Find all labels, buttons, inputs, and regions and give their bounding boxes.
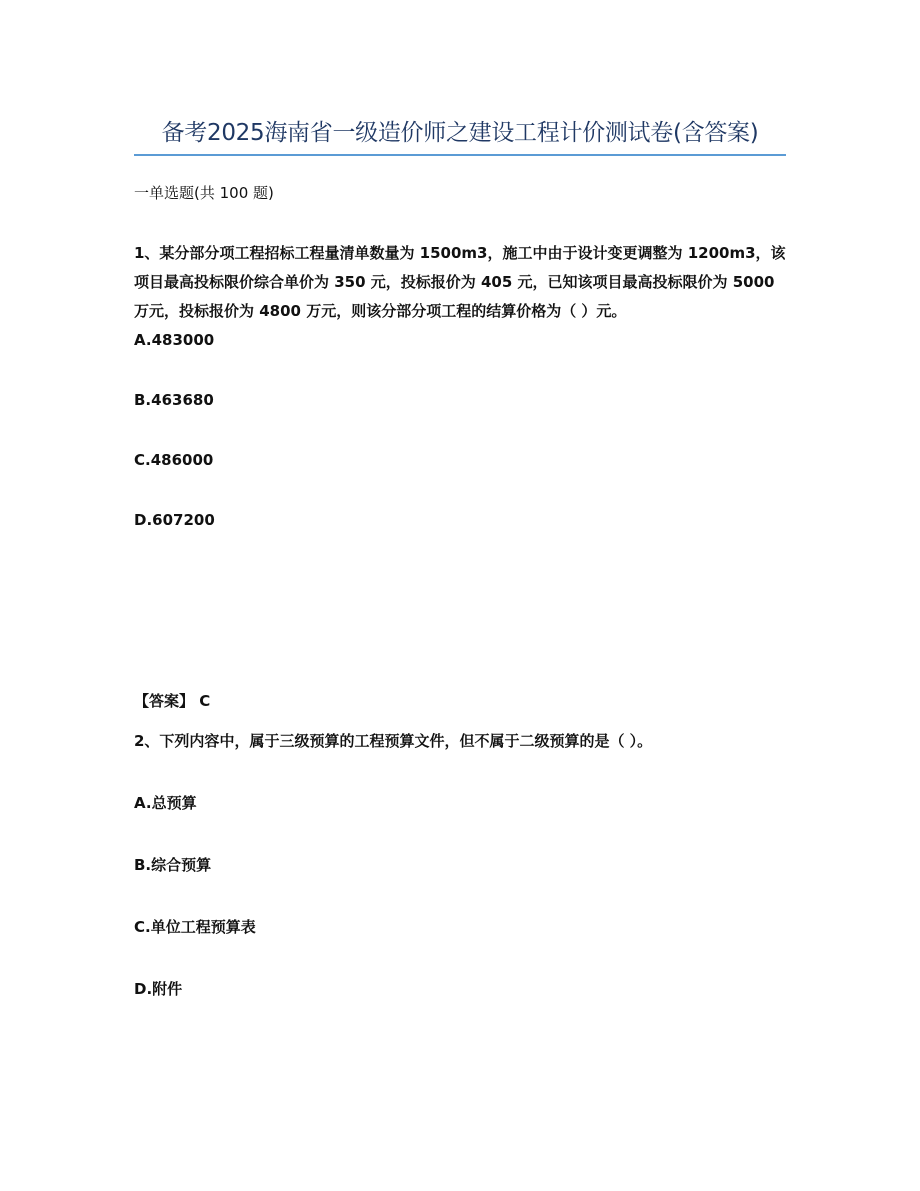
question-2-option-b: B.综合预算 [134, 856, 212, 874]
question-2-text: 2、下列内容中，属于三级预算的工程预算文件，但不属于二级预算的是（ ）。 [134, 732, 653, 750]
question-2-option-a: A.总预算 [134, 794, 197, 812]
question-1-option-d: D.607200 [134, 511, 215, 529]
question-2-option-c: C.单位工程预算表 [134, 918, 256, 936]
document-title: 备考2025海南省一级造价师之建设工程计价测试卷(含答案) [161, 120, 759, 146]
question-2-option-d: D.附件 [134, 980, 183, 998]
section-heading: 一单选题(共 100 题) [134, 184, 274, 202]
question-1-option-b: B.463680 [134, 391, 214, 409]
question-1-option-a: A.483000 [134, 331, 215, 349]
question-1-answer: 【答案】 C [134, 692, 211, 710]
question-1-option-c: C.486000 [134, 451, 214, 469]
question-1-text: 1、某分部分项工程招标工程量清单数量为 1500m3，施工中由于设计变更调整为 1200m3，该项目最高投标限价综合单价为 350 元，投标报价为 405 元，已知该项目最高投标限价为 5000 万元，投标报价为 4800 万元，则该分部分项工程的结算价格为（ ）元。 [134, 244, 786, 320]
title-divider [134, 154, 786, 156]
